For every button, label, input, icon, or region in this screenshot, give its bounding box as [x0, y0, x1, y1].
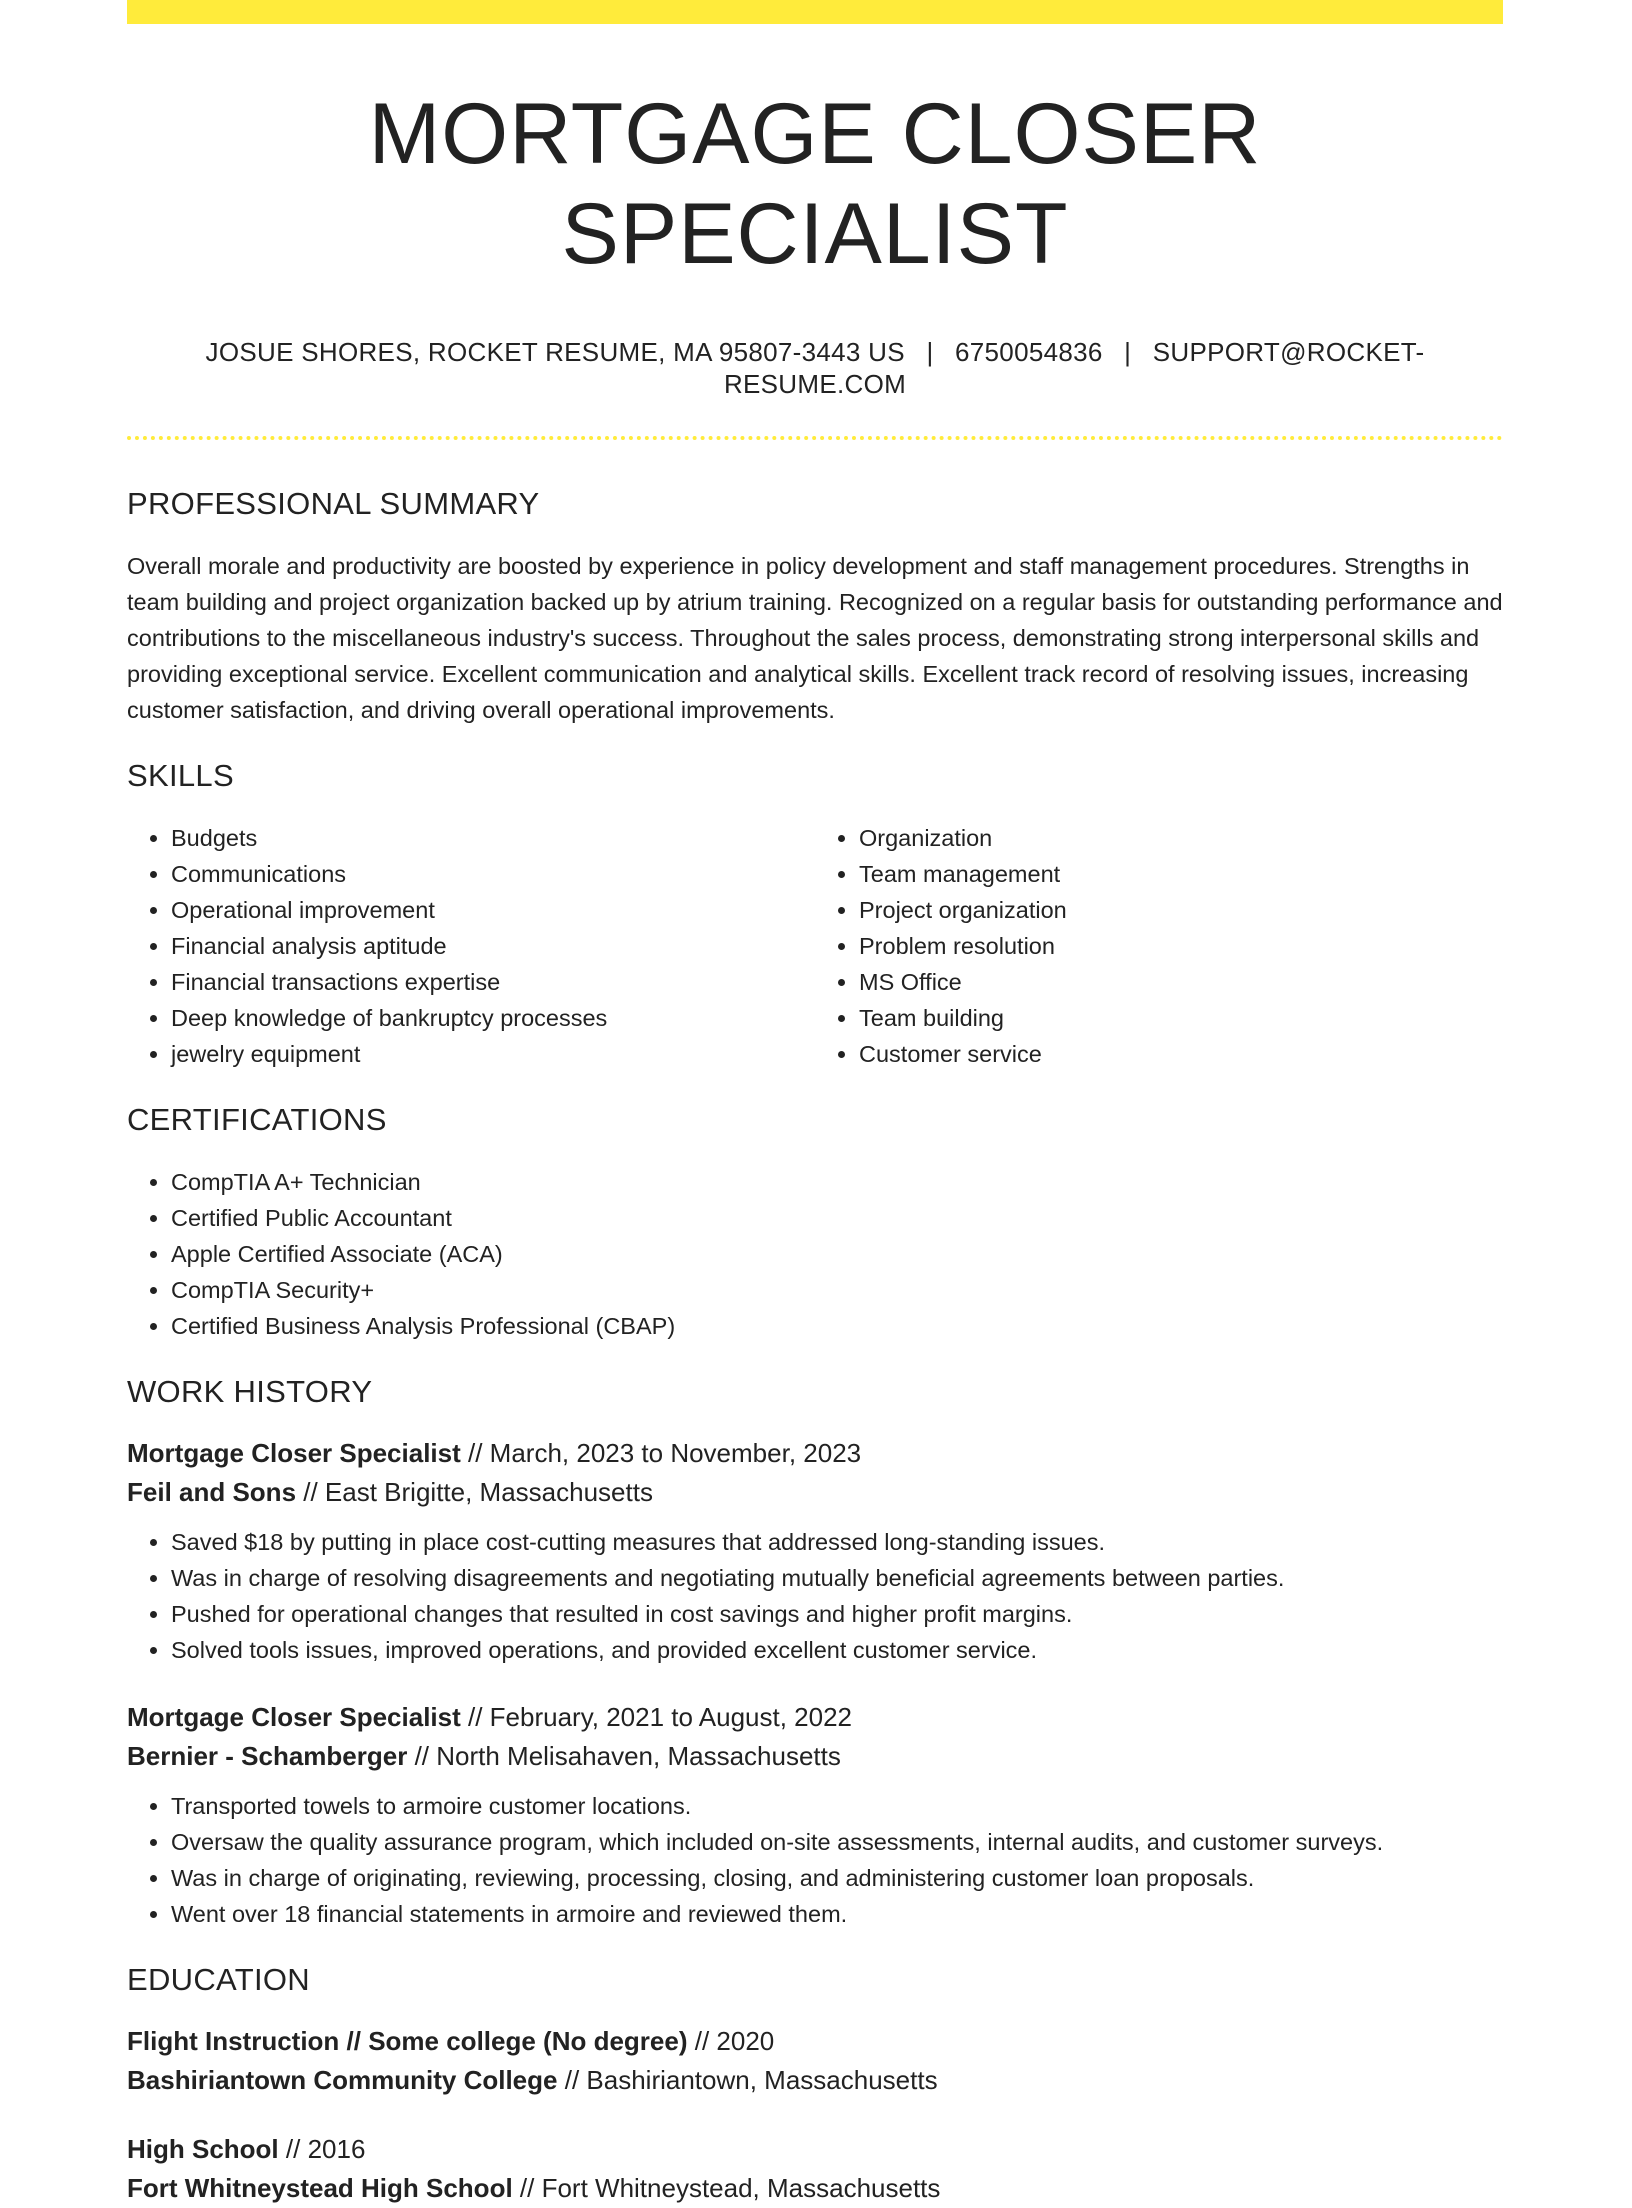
contact-address: JOSUE SHORES, ROCKET RESUME, MA 95807-3443 US: [205, 337, 905, 367]
job-company-line: [127, 1473, 1503, 1512]
job-duty-item: • Oversaw the quality assurance program, which included on-site assessments, internal audits, and customer surveys.: [171, 1824, 1503, 1860]
job-duty-item: • Was in charge of resolving disagreements and negotiating mutually beneficial agreements between parties.: [171, 1560, 1503, 1596]
top-accent-bar: [127, 0, 1503, 24]
job-entry: [127, 1698, 1503, 1932]
education-location: // Bashiriantown, Massachusetts: [564, 2065, 938, 2095]
education-school: Fort Whitneystead High School: [127, 2173, 513, 2203]
job-entry: [127, 1434, 1503, 1668]
job-company-line: [127, 1737, 1503, 1776]
job-title: Mortgage Closer Specialist: [127, 1702, 461, 1732]
certification-item: • Certified Public Accountant: [171, 1200, 1503, 1236]
job-company: Bernier - Schamberger: [127, 1741, 408, 1771]
education-school-line: [127, 2169, 1503, 2208]
education-year: // 2016: [285, 2134, 366, 2164]
education-school: Bashiriantown Community College: [127, 2065, 558, 2095]
job-duty-item: • Went over 18 financial statements in armoire and reviewed them.: [171, 1896, 1503, 1932]
certifications-list: [127, 1164, 1503, 1344]
certification-item: • Apple Certified Associate (ACA): [171, 1236, 1503, 1272]
contact-line: [127, 336, 1503, 400]
skill-item: • Customer service: [859, 1036, 1503, 1072]
job-duty-item: • Saved $18 by putting in place cost-cutting measures that addressed long-standing issues.: [171, 1524, 1503, 1560]
skill-item: • Team management: [859, 856, 1503, 892]
certification-item: • CompTIA Security+: [171, 1272, 1503, 1308]
skill-item: • Budgets: [171, 820, 815, 856]
work-history-heading: WORK HISTORY: [127, 1374, 373, 1409]
skill-item: • Problem resolution: [859, 928, 1503, 964]
education-school-line: [127, 2061, 1503, 2100]
job-duty-item: • Solved tools issues, improved operations, and provided excellent customer service.: [171, 1632, 1503, 1668]
job-duties-list: [127, 1788, 1503, 1932]
skill-item: • Financial analysis aptitude: [171, 928, 815, 964]
certification-item: • CompTIA A+ Technician: [171, 1164, 1503, 1200]
contact-separator: |: [926, 337, 934, 367]
certifications-heading: CERTIFICATIONS: [127, 1102, 387, 1137]
education-degree-line: [127, 2130, 1503, 2169]
education-heading: EDUCATION: [127, 1962, 310, 1997]
certification-item: • Certified Business Analysis Professional (CBAP): [171, 1308, 1503, 1344]
job-title-line: [127, 1698, 1503, 1737]
job-title: Mortgage Closer Specialist: [127, 1438, 461, 1468]
resume-page: [127, 0, 1503, 2208]
education-year: // 2020: [694, 2026, 775, 2056]
skill-item: • Financial transactions expertise: [171, 964, 815, 1000]
skill-item: • jewelry equipment: [171, 1036, 815, 1072]
skills-list: [127, 820, 1503, 1072]
skills-right-column: [815, 820, 1503, 1072]
resume-title: MORTGAGE CLOSER SPECIALIST: [368, 86, 1262, 282]
job-location: // North Melisahaven, Massachusetts: [414, 1741, 841, 1771]
job-company: Feil and Sons: [127, 1477, 297, 1507]
skills-heading: SKILLS: [127, 758, 234, 793]
job-duties-list: [127, 1524, 1503, 1668]
summary-text: Overall morale and productivity are boosted by experience in policy development and staff management procedures. Strengths in team building and project organization backed up by atrium training. Recognized on a regular basis for outstanding performance and contributions to the miscellaneous industry's success. Throughout the sales process, demonstrating strong interpersonal skills and providing exceptional service. Excellent communication and analytical skills. Excellent track record of resolving issues, increasing customer satisfaction, and driving overall operational improvements.: [127, 553, 1503, 723]
job-location: // East Brigitte, Massachusetts: [303, 1477, 653, 1507]
education-degree-line: [127, 2022, 1503, 2061]
contact-email: SUPPORT@ROCKET-RESUME.COM: [723, 337, 1425, 399]
job-dates: // March, 2023 to November, 2023: [468, 1438, 862, 1468]
skill-item: • Project organization: [859, 892, 1503, 928]
job-duty-item: • Transported towels to armoire customer locations.: [171, 1788, 1503, 1824]
education-entry: [127, 2130, 1503, 2208]
job-dates: // February, 2021 to August, 2022: [468, 1702, 852, 1732]
education-location: // Fort Whitneystead, Massachusetts: [519, 2173, 941, 2203]
education-degree: Flight Instruction // Some college (No degree): [127, 2026, 688, 2056]
skills-left-column: [127, 820, 815, 1072]
contact-separator: |: [1124, 337, 1132, 367]
education-entry: [127, 2022, 1503, 2100]
education-degree: High School: [127, 2134, 279, 2164]
header-divider: [127, 436, 1503, 440]
skill-item: • Organization: [859, 820, 1503, 856]
job-duty-item: • Pushed for operational changes that resulted in cost savings and higher profit margins.: [171, 1596, 1503, 1632]
skill-item: • Deep knowledge of bankruptcy processes: [171, 1000, 815, 1036]
skill-item: • Communications: [171, 856, 815, 892]
skill-item: • Operational improvement: [171, 892, 815, 928]
summary-heading: PROFESSIONAL SUMMARY: [127, 486, 540, 521]
skill-item: • Team building: [859, 1000, 1503, 1036]
job-title-line: [127, 1434, 1503, 1473]
contact-phone: 6750054836: [955, 337, 1103, 367]
skill-item: • MS Office: [859, 964, 1503, 1000]
job-duty-item: • Was in charge of originating, reviewing, processing, closing, and administering customer loan proposals.: [171, 1860, 1503, 1896]
